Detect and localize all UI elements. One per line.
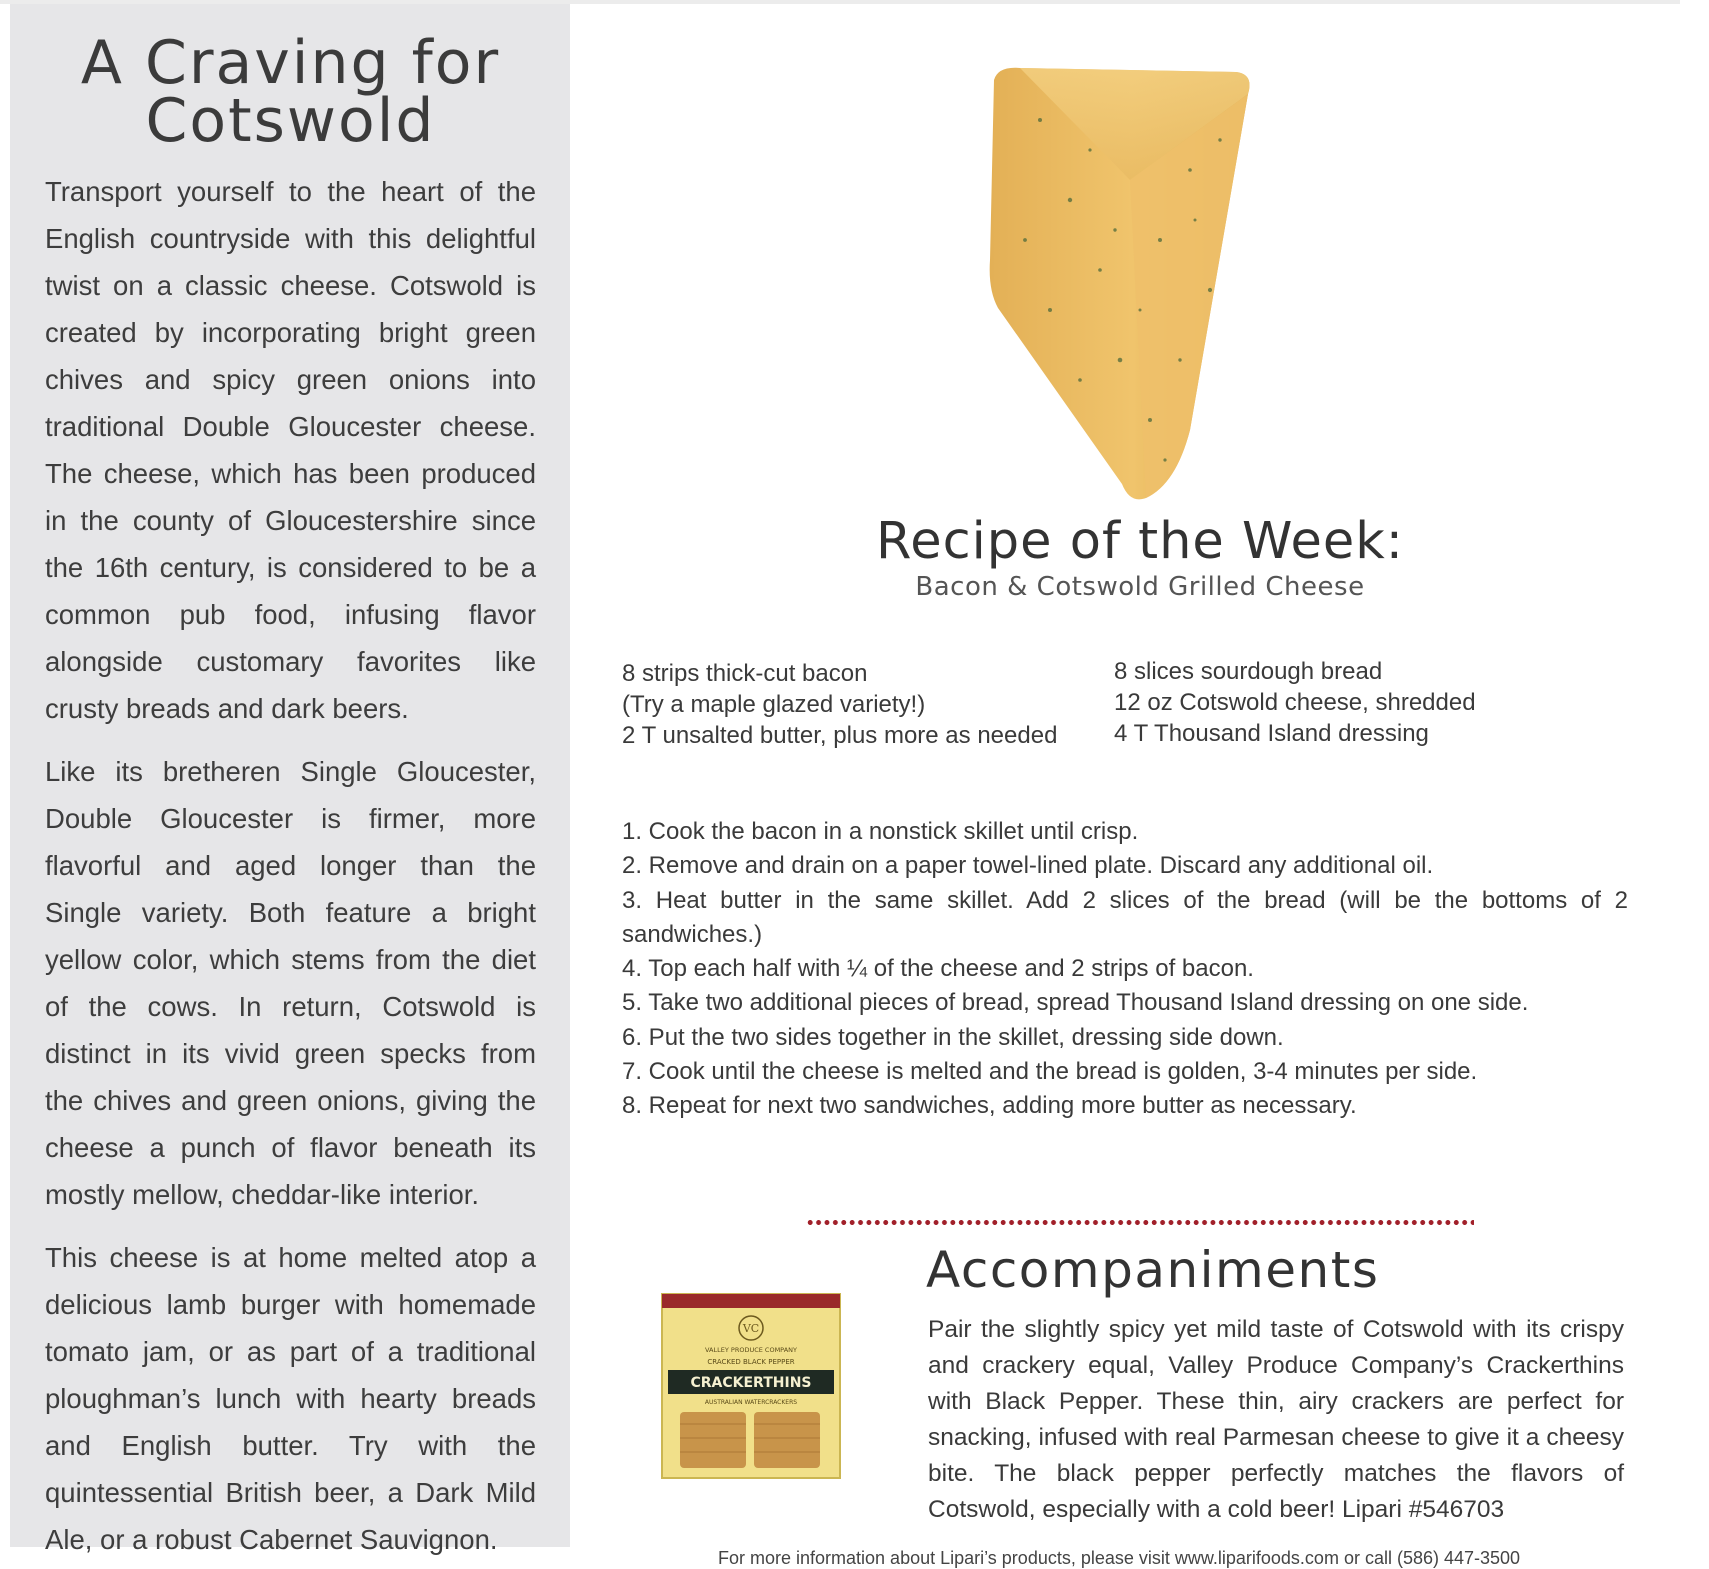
recipe-step: 4. Top each half with ¼ of the cheese and 2 strips of bacon.	[622, 955, 1254, 983]
ingredient-item: 12 oz Cotswold cheese, shredded	[1114, 689, 1476, 716]
page-title	[45, 28, 536, 156]
title-line-2: Cotswold	[145, 86, 436, 156]
sidebar-paragraph-3: This cheese is at home melted atop a delicious lamb burger with homemade tomato jam, or as part of a traditional ploughman’s lunch with hearty breads and English butter. Try with the quintessential British beer, a Dark Mild Ale, or a robust Cabernet Sauvignon.	[45, 1242, 536, 1555]
dotted-divider	[806, 1219, 1474, 1226]
recipe-title: Recipe of the Week:	[876, 512, 1404, 571]
title-line-1: A Craving for	[80, 28, 501, 98]
crackerthins-box-image	[656, 1288, 846, 1484]
recipe-step: 2. Remove and drain on a paper towel-lined plate. Discard any additional oil.	[622, 852, 1434, 880]
recipe-step: 6. Put the two sides together in the skillet, dressing side down.	[622, 1023, 1284, 1051]
box-flavor: CRACKED BLACK PEPPER	[707, 1358, 795, 1366]
footer-text: For more information about Lipari’s products, please visit www.liparifoods.com or call (586) 447-3500	[718, 1548, 1521, 1568]
recipe-subtitle: Bacon & Cotswold Grilled Cheese	[915, 572, 1365, 602]
box-brand: VALLEY PRODUCE COMPANY	[705, 1346, 797, 1354]
recipe-step: 3. Heat butter in the same skillet. Add 2 slices of the bread (will be the bottoms of 2 sandwiches.)	[622, 886, 1628, 948]
recipe-step: 1. Cook the bacon in a nonstick skillet until crisp.	[622, 818, 1139, 845]
box-tagline: AUSTRALIAN WATERCRACKERS	[704, 1399, 798, 1406]
accompaniments-title: Accompaniments	[926, 1241, 1380, 1299]
ingredients-left	[622, 658, 1102, 751]
accompaniments-body: Pair the slightly spicy yet mild taste of Cotswold with its crispy and crackery equal, Valley Produce Company’s Crackerthins with Black Pepper. These thin, airy crackers are perfect for snacking, infused with real Parmesan cheese to give it a cheesy bite. The black pepper perfectly matches the flavors of Cotswold, especially with a cold beer! Lipari #546703	[928, 1316, 1624, 1523]
recipe-steps	[622, 815, 1628, 1124]
cheese-wedge-image	[980, 60, 1280, 510]
recipe-step: 7. Cook until the cheese is melted and the bread is golden, 3-4 minutes per side.	[622, 1058, 1478, 1086]
ingredients-right	[1114, 656, 1654, 749]
sidebar-paragraph-1: Transport yourself to the heart of the English countryside with this delightful twist on a classic cheese. Cotswold is created by incorporating bright green chives and spicy green onions into traditional Double Gloucester cheese. The cheese, which has been produced in the county of Gloucestershire since the 16th century, is considered to be a common pub food, infusing flavor alongside customary favorites like crusty breads and dark beers.	[45, 176, 536, 724]
svg-text:VC: VC	[742, 1322, 760, 1335]
ingredient-item: 8 slices sourdough bread	[1114, 658, 1383, 685]
ingredient-item: 8 strips thick-cut bacon	[622, 660, 868, 687]
recipe-step: 8. Repeat for next two sandwiches, adding more butter as necessary.	[622, 1092, 1357, 1120]
recipe-step: 5. Take two additional pieces of bread, spread Thousand Island dressing on one side.	[622, 989, 1529, 1017]
sidebar	[10, 4, 570, 1555]
box-product: CRACKERTHINS	[690, 1375, 812, 1391]
ingredient-item: 4 T Thousand Island dressing	[1114, 720, 1429, 747]
sidebar-paragraph-2: Like its bretheren Single Gloucester, Double Gloucester is firmer, more flavorful and aged longer than the Single variety. Both feature a bright yellow color, which stems from the diet of the cows. In return, Cotswold is distinct in its vivid green specks from the chives and green onions, giving the cheese a punch of flavor beneath its mostly mellow, cheddar-like interior.	[45, 756, 536, 1210]
ingredient-item: 2 T unsalted butter, plus more as needed	[622, 722, 1058, 749]
ingredient-item: (Try a maple glazed variety!)	[622, 691, 926, 718]
